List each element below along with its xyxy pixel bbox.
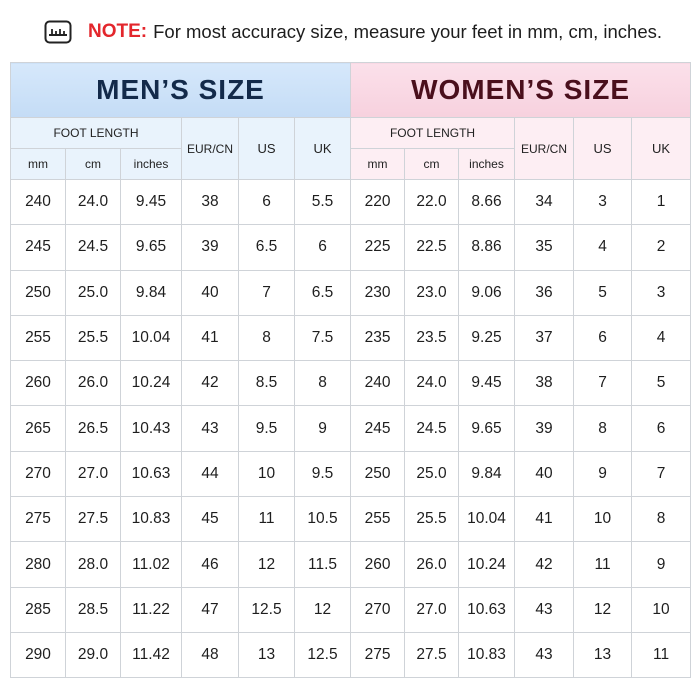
women-mm-cell: 240 xyxy=(351,361,405,406)
women-inches-cell: 9.25 xyxy=(459,315,515,360)
men-eurcn-cell: 38 xyxy=(182,180,239,225)
women-cm-cell: 24.5 xyxy=(405,406,459,451)
women-us-cell: 8 xyxy=(574,406,632,451)
women-mm-cell: 260 xyxy=(351,542,405,587)
women-uk-cell: 2 xyxy=(632,225,691,270)
women-eurcn-cell: 34 xyxy=(515,180,574,225)
women-inches-header: inches xyxy=(459,149,515,180)
women-uk-cell: 8 xyxy=(632,497,691,542)
men-us-cell: 6.5 xyxy=(239,225,295,270)
women-us-cell: 4 xyxy=(574,225,632,270)
men-eurcn-cell: 45 xyxy=(182,497,239,542)
women-uk-cell: 9 xyxy=(632,542,691,587)
women-cm-cell: 23.0 xyxy=(405,270,459,315)
women-cm-cell: 23.5 xyxy=(405,315,459,360)
women-inches-cell: 8.66 xyxy=(459,180,515,225)
men-cm-header: cm xyxy=(66,149,121,180)
men-mm-cell: 250 xyxy=(11,270,66,315)
men-us-cell: 9.5 xyxy=(239,406,295,451)
women-uk-cell: 10 xyxy=(632,587,691,632)
men-us-cell: 8 xyxy=(239,315,295,360)
men-eurcn-cell: 46 xyxy=(182,542,239,587)
men-uk-cell: 12 xyxy=(295,587,351,632)
table-row xyxy=(11,451,691,496)
women-us-header: US xyxy=(574,118,632,180)
men-cm-cell: 26.5 xyxy=(66,406,121,451)
ruler-icon xyxy=(44,20,72,44)
table-row xyxy=(11,315,691,360)
women-cm-header: cm xyxy=(405,149,459,180)
men-uk-cell: 9.5 xyxy=(295,451,351,496)
men-cm-cell: 25.0 xyxy=(66,270,121,315)
women-mm-cell: 270 xyxy=(351,587,405,632)
table-row xyxy=(11,270,691,315)
men-us-cell: 12 xyxy=(239,542,295,587)
men-uk-cell: 11.5 xyxy=(295,542,351,587)
men-eurcn-cell: 40 xyxy=(182,270,239,315)
men-uk-cell: 9 xyxy=(295,406,351,451)
women-uk-cell: 1 xyxy=(632,180,691,225)
women-us-cell: 13 xyxy=(574,632,632,677)
note-text: For most accuracy size, measure your feet in mm, cm, inches. xyxy=(153,21,663,42)
men-cm-cell: 27.0 xyxy=(66,451,121,496)
men-eur-header: EUR/CN xyxy=(182,118,239,180)
women-mm-cell: 235 xyxy=(351,315,405,360)
women-uk-header: UK xyxy=(632,118,691,180)
women-cm-cell: 27.5 xyxy=(405,632,459,677)
men-eurcn-cell: 44 xyxy=(182,451,239,496)
table-row xyxy=(11,180,691,225)
men-inches-cell: 10.63 xyxy=(121,451,182,496)
table-row xyxy=(11,361,691,406)
men-us-cell: 10 xyxy=(239,451,295,496)
women-eur-header: EUR/CN xyxy=(515,118,574,180)
women-eurcn-cell: 38 xyxy=(515,361,574,406)
men-cm-cell: 29.0 xyxy=(66,632,121,677)
women-us-cell: 3 xyxy=(574,180,632,225)
men-us-cell: 6 xyxy=(239,180,295,225)
women-eurcn-cell: 43 xyxy=(515,587,574,632)
women-mm-cell: 255 xyxy=(351,497,405,542)
women-inches-cell: 9.65 xyxy=(459,406,515,451)
women-eurcn-cell: 37 xyxy=(515,315,574,360)
men-cm-cell: 24.0 xyxy=(66,180,121,225)
men-uk-cell: 10.5 xyxy=(295,497,351,542)
men-eurcn-cell: 41 xyxy=(182,315,239,360)
table-row xyxy=(11,497,691,542)
women-cm-cell: 25.5 xyxy=(405,497,459,542)
women-eurcn-cell: 39 xyxy=(515,406,574,451)
men-cm-cell: 26.0 xyxy=(66,361,121,406)
men-inches-cell: 9.45 xyxy=(121,180,182,225)
women-inches-cell: 9.84 xyxy=(459,451,515,496)
men-us-cell: 8.5 xyxy=(239,361,295,406)
women-eurcn-cell: 36 xyxy=(515,270,574,315)
table-row xyxy=(11,587,691,632)
women-us-cell: 6 xyxy=(574,315,632,360)
men-cm-cell: 27.5 xyxy=(66,497,121,542)
men-cm-cell: 24.5 xyxy=(66,225,121,270)
women-inches-cell: 9.06 xyxy=(459,270,515,315)
men-mm-cell: 245 xyxy=(11,225,66,270)
men-cm-cell: 28.5 xyxy=(66,587,121,632)
women-cm-cell: 24.0 xyxy=(405,361,459,406)
women-mm-header: mm xyxy=(351,149,405,180)
women-uk-cell: 4 xyxy=(632,315,691,360)
men-eurcn-cell: 48 xyxy=(182,632,239,677)
men-inches-cell: 10.24 xyxy=(121,361,182,406)
men-size-title: MEN’S SIZE xyxy=(11,63,351,118)
women-mm-cell: 230 xyxy=(351,270,405,315)
men-inches-cell: 10.43 xyxy=(121,406,182,451)
men-us-header: US xyxy=(239,118,295,180)
women-inches-cell: 10.63 xyxy=(459,587,515,632)
men-mm-header: mm xyxy=(11,149,66,180)
men-eurcn-cell: 43 xyxy=(182,406,239,451)
men-mm-cell: 255 xyxy=(11,315,66,360)
women-uk-cell: 11 xyxy=(632,632,691,677)
men-mm-cell: 285 xyxy=(11,587,66,632)
men-foot-length-header: FOOT LENGTH xyxy=(11,118,182,149)
men-us-cell: 11 xyxy=(239,497,295,542)
men-uk-cell: 12.5 xyxy=(295,632,351,677)
men-inches-cell: 9.84 xyxy=(121,270,182,315)
men-mm-cell: 280 xyxy=(11,542,66,587)
men-inches-cell: 11.22 xyxy=(121,587,182,632)
women-cm-cell: 22.5 xyxy=(405,225,459,270)
men-inches-cell: 11.42 xyxy=(121,632,182,677)
women-mm-cell: 220 xyxy=(351,180,405,225)
women-us-cell: 10 xyxy=(574,497,632,542)
women-cm-cell: 26.0 xyxy=(405,542,459,587)
women-uk-cell: 3 xyxy=(632,270,691,315)
men-uk-cell: 6 xyxy=(295,225,351,270)
men-eurcn-cell: 42 xyxy=(182,361,239,406)
women-inches-cell: 8.86 xyxy=(459,225,515,270)
women-inches-cell: 10.04 xyxy=(459,497,515,542)
women-inches-cell: 10.24 xyxy=(459,542,515,587)
women-mm-cell: 275 xyxy=(351,632,405,677)
note-bar xyxy=(44,17,684,47)
men-cm-cell: 28.0 xyxy=(66,542,121,587)
women-eurcn-cell: 43 xyxy=(515,632,574,677)
men-uk-cell: 6.5 xyxy=(295,270,351,315)
men-mm-cell: 260 xyxy=(11,361,66,406)
men-uk-cell: 7.5 xyxy=(295,315,351,360)
men-inches-cell: 10.04 xyxy=(121,315,182,360)
men-inches-cell: 11.02 xyxy=(121,542,182,587)
men-uk-cell: 8 xyxy=(295,361,351,406)
men-inches-header: inches xyxy=(121,149,182,180)
women-cm-cell: 27.0 xyxy=(405,587,459,632)
table-row xyxy=(11,542,691,587)
table-row xyxy=(11,406,691,451)
table-row xyxy=(11,632,691,677)
men-uk-cell: 5.5 xyxy=(295,180,351,225)
women-mm-cell: 250 xyxy=(351,451,405,496)
women-uk-cell: 5 xyxy=(632,361,691,406)
men-mm-cell: 275 xyxy=(11,497,66,542)
men-uk-header: UK xyxy=(295,118,351,180)
men-eurcn-cell: 47 xyxy=(182,587,239,632)
note-label: NOTE: xyxy=(88,21,148,42)
men-mm-cell: 265 xyxy=(11,406,66,451)
table-row xyxy=(11,225,691,270)
women-us-cell: 9 xyxy=(574,451,632,496)
size-chart-table xyxy=(10,62,691,678)
women-eurcn-cell: 40 xyxy=(515,451,574,496)
women-eurcn-cell: 42 xyxy=(515,542,574,587)
men-us-cell: 7 xyxy=(239,270,295,315)
women-us-cell: 12 xyxy=(574,587,632,632)
women-eurcn-cell: 41 xyxy=(515,497,574,542)
women-foot-length-header: FOOT LENGTH xyxy=(351,118,515,149)
women-mm-cell: 245 xyxy=(351,406,405,451)
men-inches-cell: 10.83 xyxy=(121,497,182,542)
men-us-cell: 12.5 xyxy=(239,587,295,632)
women-eurcn-cell: 35 xyxy=(515,225,574,270)
men-mm-cell: 290 xyxy=(11,632,66,677)
women-cm-cell: 25.0 xyxy=(405,451,459,496)
women-us-cell: 11 xyxy=(574,542,632,587)
women-cm-cell: 22.0 xyxy=(405,180,459,225)
women-mm-cell: 225 xyxy=(351,225,405,270)
women-inches-cell: 9.45 xyxy=(459,361,515,406)
women-inches-cell: 10.83 xyxy=(459,632,515,677)
men-mm-cell: 270 xyxy=(11,451,66,496)
men-mm-cell: 240 xyxy=(11,180,66,225)
men-cm-cell: 25.5 xyxy=(66,315,121,360)
men-eurcn-cell: 39 xyxy=(182,225,239,270)
women-size-title: WOMEN’S SIZE xyxy=(351,63,691,118)
men-inches-cell: 9.65 xyxy=(121,225,182,270)
men-us-cell: 13 xyxy=(239,632,295,677)
women-uk-cell: 7 xyxy=(632,451,691,496)
women-us-cell: 7 xyxy=(574,361,632,406)
women-uk-cell: 6 xyxy=(632,406,691,451)
women-us-cell: 5 xyxy=(574,270,632,315)
